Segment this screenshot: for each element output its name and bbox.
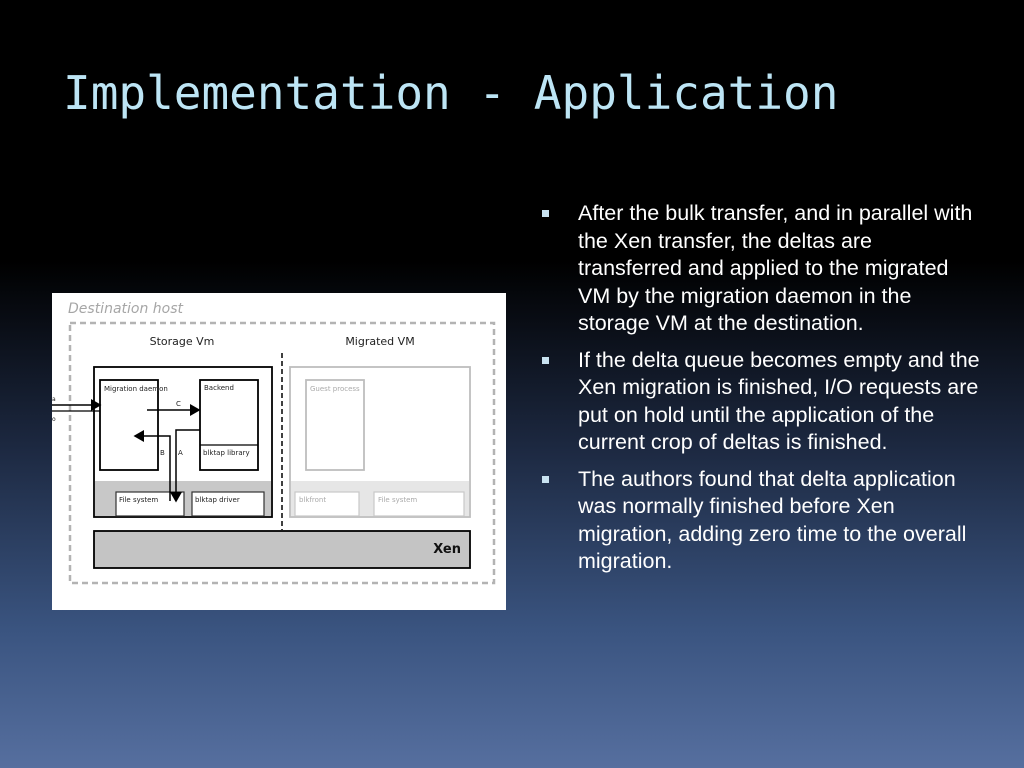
- guest-process-label: Guest process: [310, 385, 360, 393]
- migration-daemon-box: [100, 380, 158, 470]
- slide-title: Implementation - Application: [63, 66, 839, 120]
- file-system-label: File system: [119, 496, 159, 504]
- bullet-text: The authors found that delta application was normally finished before Xen migration, adding zero time to the overall migration.: [578, 466, 967, 573]
- blkfront-label: blkfront: [299, 496, 327, 504]
- migration-daemon-label: Migration daemon: [104, 385, 168, 393]
- incoming-label-top: a: [52, 396, 56, 403]
- migrated-vm-label: Migrated VM: [345, 335, 415, 348]
- bullet-square-icon: [542, 210, 549, 217]
- bullet-text: If the delta queue becomes empty and the Xen migration is finished, I/O requests are put on hold until the application of the current crop of deltas is finished.: [578, 347, 980, 454]
- incoming-label-bottom: o: [52, 416, 56, 423]
- arrow-b-label: B: [160, 449, 165, 457]
- bullet-item: [540, 200, 980, 338]
- xen-bar: [94, 531, 470, 568]
- arrow-c-label: C: [176, 400, 181, 408]
- arrow-a-label: A: [178, 449, 183, 457]
- destination-host-diagram: [52, 293, 506, 610]
- backend-label: Backend: [204, 384, 234, 392]
- bullet-item: [540, 466, 980, 576]
- storage-vm-label: Storage Vm: [149, 335, 215, 348]
- bullet-square-icon: [542, 357, 549, 364]
- xen-label: Xen: [433, 542, 461, 557]
- destination-host-label: Destination host: [68, 301, 184, 317]
- bullet-square-icon: [542, 476, 549, 483]
- guest-process-box: [306, 380, 364, 470]
- blktap-library-label: blktap library: [203, 449, 250, 457]
- bullet-item: [540, 347, 980, 457]
- bullet-list: [540, 200, 980, 585]
- blktap-driver-label: blktap driver: [195, 496, 240, 504]
- bullet-text: After the bulk transfer, and in parallel with the Xen transfer, the deltas are transferred and applied to the migrated VM by the migration daemon in the storage VM at the destination.: [578, 201, 973, 335]
- migrated-file-system-label: File system: [378, 496, 418, 504]
